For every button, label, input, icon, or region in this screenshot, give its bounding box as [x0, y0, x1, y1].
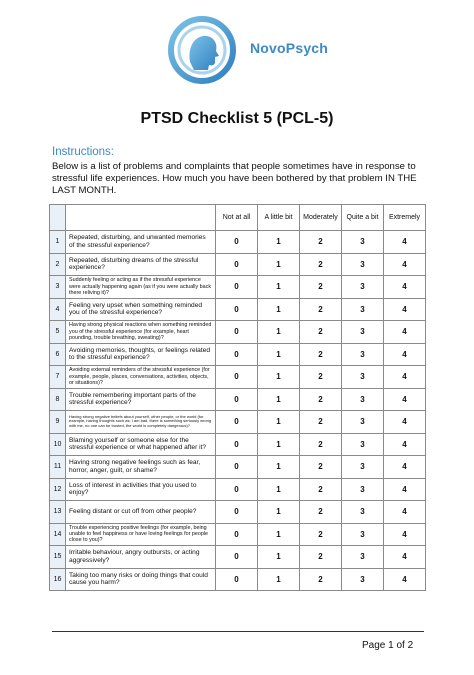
table-row — [50, 411, 426, 434]
item-text: Having strong negative feelings such as fear, horror, anger, guilt, or shame? — [66, 456, 216, 479]
score-option[interactable]: 3 — [342, 456, 384, 479]
item-number: 7 — [50, 366, 66, 389]
score-option[interactable]: 1 — [258, 366, 300, 389]
header-extremely: Extremely — [384, 205, 426, 231]
header-not-at-all: Not at all — [216, 205, 258, 231]
item-number: 13 — [50, 501, 66, 524]
item-text: Avoiding external reminders of the stressful experience (for example, people, places, conversations, activities, objects, or situations)? — [66, 366, 216, 389]
item-number: 11 — [50, 456, 66, 479]
score-option[interactable]: 0 — [216, 501, 258, 524]
item-number: 2 — [50, 253, 66, 276]
score-option[interactable]: 1 — [258, 501, 300, 524]
item-text: Repeated, disturbing, and unwanted memories of the stressful experience? — [66, 231, 216, 254]
score-option[interactable]: 2 — [300, 253, 342, 276]
score-option[interactable]: 1 — [258, 523, 300, 546]
footer-divider — [52, 631, 424, 632]
item-text: Taking too many risks or doing things that could cause you harm? — [66, 568, 216, 591]
item-number: 9 — [50, 411, 66, 434]
table-row — [50, 343, 426, 366]
novopsych-logo-icon — [168, 16, 236, 84]
score-option[interactable]: 1 — [258, 478, 300, 501]
score-option[interactable]: 3 — [342, 276, 384, 299]
header — [0, 12, 474, 92]
header-a-little-bit: A little bit — [258, 205, 300, 231]
pcl5-table — [49, 204, 426, 591]
item-text: Loss of interest in activities that you used to enjoy? — [66, 478, 216, 501]
score-option[interactable]: 1 — [258, 343, 300, 366]
score-option[interactable]: 1 — [258, 568, 300, 591]
score-option[interactable]: 4 — [384, 388, 426, 411]
score-option[interactable]: 1 — [258, 456, 300, 479]
table-row — [50, 433, 426, 456]
score-option[interactable]: 1 — [258, 231, 300, 254]
score-option[interactable]: 4 — [384, 501, 426, 524]
score-option[interactable]: 3 — [342, 478, 384, 501]
table-row — [50, 523, 426, 546]
score-option[interactable]: 2 — [300, 478, 342, 501]
score-option[interactable]: 0 — [216, 298, 258, 321]
item-text: Avoiding memories, thoughts, or feelings related to the stressful experience? — [66, 343, 216, 366]
score-option[interactable]: 3 — [342, 568, 384, 591]
table-row — [50, 456, 426, 479]
table-row — [50, 231, 426, 254]
score-option[interactable]: 3 — [342, 366, 384, 389]
item-number: 1 — [50, 231, 66, 254]
item-number: 16 — [50, 568, 66, 591]
score-option[interactable]: 4 — [384, 276, 426, 299]
score-option[interactable]: 1 — [258, 546, 300, 569]
score-option[interactable]: 2 — [300, 276, 342, 299]
item-text: Irritable behaviour, angry outbursts, or acting aggressively? — [66, 546, 216, 569]
table-row — [50, 253, 426, 276]
score-option[interactable]: 1 — [258, 276, 300, 299]
score-option[interactable]: 4 — [384, 231, 426, 254]
score-option[interactable]: 2 — [300, 568, 342, 591]
item-text: Having strong negative beliefs about yourself, other people, or the world (for example, having thoughts such as: I am bad, there is something seriously wrong with me, no one can be trusted, the world is completely dangerous)? — [66, 411, 216, 434]
score-option[interactable]: 2 — [300, 546, 342, 569]
score-option[interactable]: 3 — [342, 231, 384, 254]
score-option[interactable]: 3 — [342, 433, 384, 456]
score-option[interactable]: 3 — [342, 523, 384, 546]
score-option[interactable]: 1 — [258, 433, 300, 456]
score-option[interactable]: 2 — [300, 231, 342, 254]
header-blank-item — [66, 205, 216, 231]
score-option[interactable]: 4 — [384, 343, 426, 366]
score-option[interactable]: 0 — [216, 433, 258, 456]
header-quite-a-bit: Quite a bit — [342, 205, 384, 231]
item-text: Suddenly feeling or acting as if the stressful experience were actually happening again (as if you were actually back there reliving it)? — [66, 276, 216, 299]
score-option[interactable]: 2 — [300, 411, 342, 434]
brand-name: NovoPsych — [250, 40, 329, 56]
score-option[interactable]: 3 — [342, 343, 384, 366]
item-number: 15 — [50, 546, 66, 569]
score-option[interactable]: 0 — [216, 568, 258, 591]
score-option[interactable]: 1 — [258, 253, 300, 276]
score-option[interactable]: 4 — [384, 253, 426, 276]
score-option[interactable]: 2 — [300, 366, 342, 389]
score-option[interactable]: 0 — [216, 366, 258, 389]
score-option[interactable]: 2 — [300, 388, 342, 411]
score-option[interactable]: 2 — [300, 321, 342, 344]
item-number: 12 — [50, 478, 66, 501]
item-number: 3 — [50, 276, 66, 299]
score-option[interactable]: 2 — [300, 433, 342, 456]
score-option[interactable]: 0 — [216, 546, 258, 569]
score-option[interactable]: 3 — [342, 321, 384, 344]
item-text: Feeling very upset when something reminded you of the stressful experience? — [66, 298, 216, 321]
score-option[interactable]: 0 — [216, 478, 258, 501]
instructions-body: Below is a list of problems and complaints that people sometimes have in response to stressful life experiences. How much you have been bothered by that problem IN THE LAST MONTH. — [52, 161, 417, 196]
table-row — [50, 568, 426, 591]
page-title: PTSD Checklist 5 (PCL-5) — [140, 110, 334, 127]
score-option[interactable]: 3 — [342, 253, 384, 276]
score-option[interactable]: 4 — [384, 546, 426, 569]
score-option[interactable]: 2 — [300, 456, 342, 479]
score-option[interactable]: 1 — [258, 411, 300, 434]
score-option[interactable]: 3 — [342, 388, 384, 411]
item-number: 14 — [50, 523, 66, 546]
table-row — [50, 501, 426, 524]
table-row — [50, 366, 426, 389]
table-row — [50, 388, 426, 411]
score-option[interactable]: 1 — [258, 298, 300, 321]
item-number: 8 — [50, 388, 66, 411]
table-row — [50, 276, 426, 299]
item-text: Repeated, disturbing dreams of the stressful experience? — [66, 253, 216, 276]
score-option[interactable]: 0 — [216, 343, 258, 366]
instructions-heading: Instructions: — [52, 146, 114, 158]
score-option[interactable]: 2 — [300, 298, 342, 321]
score-option[interactable]: 2 — [300, 343, 342, 366]
score-option[interactable]: 1 — [258, 321, 300, 344]
item-number: 5 — [50, 321, 66, 344]
score-option[interactable]: 4 — [384, 411, 426, 434]
score-option[interactable]: 4 — [384, 523, 426, 546]
score-option[interactable]: 0 — [216, 523, 258, 546]
header-blank-number — [50, 205, 66, 231]
table-row — [50, 298, 426, 321]
item-number: 4 — [50, 298, 66, 321]
score-option[interactable]: 4 — [384, 366, 426, 389]
score-option[interactable]: 0 — [216, 231, 258, 254]
score-option[interactable]: 0 — [216, 321, 258, 344]
score-option[interactable]: 0 — [216, 411, 258, 434]
score-option[interactable]: 4 — [384, 456, 426, 479]
item-text: Trouble experiencing positive feelings (for example, being unable to feel happiness or have loving feelings for people close to you)? — [66, 523, 216, 546]
score-option[interactable]: 3 — [342, 546, 384, 569]
table-row — [50, 321, 426, 344]
score-option[interactable]: 4 — [384, 321, 426, 344]
score-option[interactable]: 0 — [216, 456, 258, 479]
score-option[interactable]: 3 — [342, 501, 384, 524]
header-moderately: Moderately — [300, 205, 342, 231]
table-row — [50, 546, 426, 569]
score-option[interactable]: 0 — [216, 388, 258, 411]
item-number: 10 — [50, 433, 66, 456]
score-option[interactable]: 0 — [216, 253, 258, 276]
score-option[interactable]: 3 — [342, 411, 384, 434]
score-option[interactable]: 3 — [342, 298, 384, 321]
item-text: Having strong physical reactions when something reminded you of the stressful experience (for example, heart pounding, trouble breathing, sweating)? — [66, 321, 216, 344]
item-number: 6 — [50, 343, 66, 366]
score-option[interactable]: 2 — [300, 523, 342, 546]
page-number: Page 1 of 2 — [362, 640, 414, 651]
table-header-row — [50, 205, 426, 231]
score-option[interactable]: 4 — [384, 478, 426, 501]
score-option[interactable]: 4 — [384, 568, 426, 591]
score-option[interactable]: 4 — [384, 298, 426, 321]
item-text: Blaming yourself or someone else for the stressful experience or what happened after it? — [66, 433, 216, 456]
score-option[interactable]: 1 — [258, 388, 300, 411]
table-row — [50, 478, 426, 501]
item-text: Feeling distant or cut off from other people? — [66, 501, 216, 524]
score-option[interactable]: 0 — [216, 276, 258, 299]
score-option[interactable]: 2 — [300, 501, 342, 524]
score-option[interactable]: 4 — [384, 433, 426, 456]
item-text: Trouble remembering important parts of the stressful experience? — [66, 388, 216, 411]
table-body — [50, 231, 426, 591]
